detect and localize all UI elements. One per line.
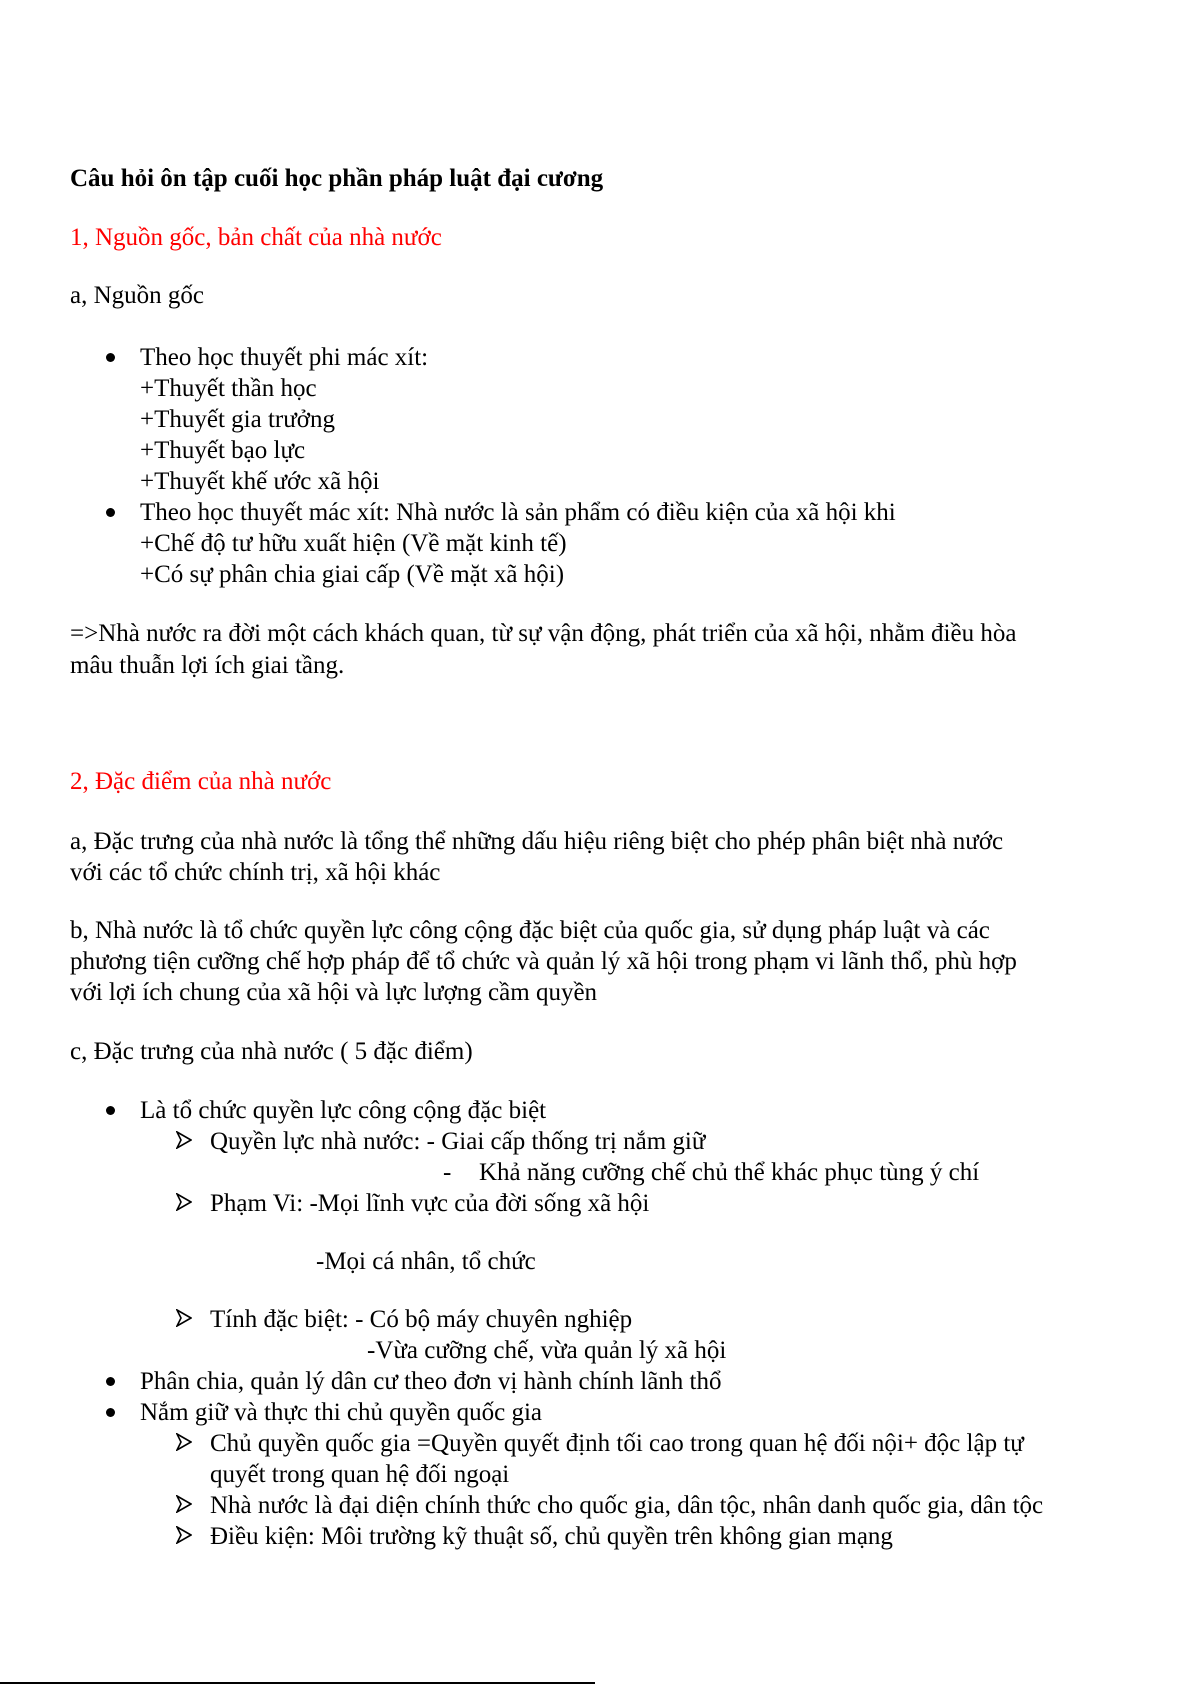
conclusion-line: =>Nhà nước ra đời một cách khách quan, từ sự vận động, phát triển của xã hội, nhằm điều hòa [70, 620, 1017, 647]
bullet-1-item: +Thuyết thần học [140, 375, 317, 402]
feature-3: Nắm giữ và thực thi chủ quyền quốc gia [140, 1399, 543, 1426]
conclusion-line: mâu thuẫn lợi ích giai tầng. [70, 652, 345, 679]
feature-1-item-cont: -Vừa cưỡng chế, vừa quản lý xã hội [367, 1337, 727, 1364]
feature-3-item: Điều kiện: Môi trường kỹ thuật số, chủ quyền trên không gian mạng [210, 1523, 893, 1550]
bullet-icon [106, 1106, 115, 1115]
bullet-1-item: +Thuyết gia trưởng [140, 406, 335, 433]
arrowhead-icon [176, 1526, 192, 1544]
arrowhead-icon [176, 1433, 192, 1451]
feature-3-item: Nhà nước là đại diện chính thức cho quốc gia, dân tộc, nhân danh quốc gia, dân tộc [210, 1492, 1044, 1519]
arrowhead-icon [176, 1309, 192, 1327]
arrowhead-icon [176, 1193, 192, 1211]
bullet-icon [106, 1408, 115, 1417]
bullet-2-item: +Có sự phân chia giai cấp (Về mặt xã hội) [140, 561, 565, 588]
paragraph-c: c, Đặc trưng của nhà nước ( 5 đặc điểm) [70, 1038, 473, 1065]
arrowhead-icon [176, 1495, 192, 1513]
bullet-icon [106, 508, 115, 517]
feature-1-item-cont: Khả năng cưỡng chế chủ thể khác phục tùng ý chí [479, 1159, 980, 1186]
feature-1-item: Quyền lực nhà nước: - Giai cấp thống trị nắm giữ [210, 1128, 706, 1155]
page-bottom-rule [0, 1682, 595, 1684]
feature-3-item: Chủ quyền quốc gia =Quyền quyết định tối cao trong quan hệ đối nội+ độc lập tự [210, 1430, 1024, 1457]
paragraph-b-line: phương tiện cưỡng chế hợp pháp để tổ chức và quản lý xã hội trong phạm vi lãnh thổ, phù hợp [70, 948, 1017, 975]
bullet-icon [106, 1377, 115, 1386]
bullet-2-text: Theo học thuyết mác xít: Nhà nước là sản phẩm có điều kiện của xã hội khi [140, 499, 896, 526]
bullet-icon [106, 353, 115, 362]
feature-1-item: Tính đặc biệt: - Có bộ máy chuyên nghiệp [210, 1306, 633, 1333]
section-2-heading: 2, Đặc điểm của nhà nước [70, 768, 332, 795]
bullet-1-item: +Thuyết khế ước xã hội [140, 468, 380, 495]
paragraph-a-line: với các tổ chức chính trị, xã hội khác [70, 859, 441, 886]
paragraph-b-line: b, Nhà nước là tổ chức quyền lực công cộng đặc biệt của quốc gia, sử dụng pháp luật và các [70, 917, 990, 944]
section-1-heading: 1, Nguồn gốc, bản chất của nhà nước [70, 224, 442, 251]
bullet-2-item: +Chế độ tư hữu xuất hiện (Về mặt kinh tế) [140, 530, 567, 557]
arrowhead-icon [176, 1131, 192, 1149]
bullet-1-item: +Thuyết bạo lực [140, 437, 306, 464]
feature-1-item-cont: -Mọi cá nhân, tổ chức [316, 1248, 536, 1275]
paragraph-b-line: với lợi ích chung của xã hội và lực lượng cầm quyền [70, 979, 598, 1006]
paragraph-a-line: a, Đặc trưng của nhà nước là tổng thể những dấu hiệu riêng biệt cho phép phân biệt nhà nước [70, 828, 1004, 855]
feature-1-item: Phạm Vi: -Mọi lĩnh vực của đời sống xã hội [210, 1190, 650, 1217]
feature-1: Là tổ chức quyền lực công cộng đặc biệt [140, 1097, 547, 1124]
feature-3-item-cont: quyết trong quan hệ đối ngoại [210, 1461, 510, 1488]
section-1-sub-a: a, Nguồn gốc [70, 282, 204, 309]
bullet-1-text: Theo học thuyết phi mác xít: [140, 344, 429, 371]
dash-marker: - [443, 1159, 452, 1186]
feature-2: Phân chia, quản lý dân cư theo đơn vị hành chính lãnh thổ [140, 1368, 722, 1395]
document-title: Câu hỏi ôn tập cuối học phần pháp luật đại cương [70, 165, 604, 192]
